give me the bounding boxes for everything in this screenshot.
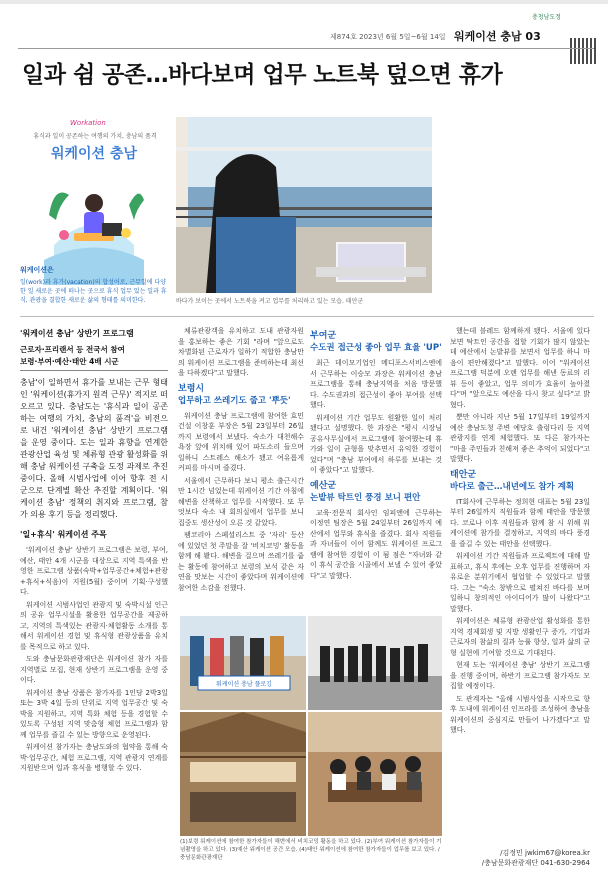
region-subheading-taean: 바다로 출근…내년에도 참가 계획 (450, 481, 575, 492)
paragraph: 워케이션 참가자는 충남도와의 협약을 통해 숙박·업무공간, 체험 프로그램, 지역 관광지 연계를 지원받으며 일과 휴식을 병행할 수 있다. (20, 743, 168, 772)
page-header (0, 14, 608, 46)
subheading-work-rest: '일+휴식' 워케이션 주목 (20, 530, 107, 539)
paragraph: 최근 데이모기업인 메디포스서비스엔에서 근무하는 이승모 과장은 워케이션 충남 프로그램을 통해 충남지역을 처음 방문했다. 수도권과의 접근성이 좋아 부여를 선택했다. (310, 359, 442, 409)
photo-boryeong-image (180, 616, 306, 710)
section-divider (20, 316, 594, 317)
poster-title: 워케이션 충남 (50, 146, 138, 162)
section-title: 워케이션 충남 03 (454, 30, 541, 43)
region-heading-taean: 태안군 (450, 469, 477, 480)
headline: 일과 쉼 공존…바다보며 업무 노트북 덮으면 휴가 (22, 62, 503, 88)
column-3 (310, 326, 442, 610)
paragraph: 워케이션 시범사업인 관광지 및 숙박시설 인근의 공유 업무시설을 활용한 업무공간을 제공하고, 지역의 특색있는 관광지·체험활동 소개를 통해서 워케이션 경험 및 휴식형 관광상품을 유치를 목적으로 하고 있다. (20, 600, 168, 651)
main-photo-caption: 바다가 보이는 곳에서 노트북을 켜고 업무를 처리하고 있는 모습. 태안군 (176, 298, 364, 305)
top-strip (0, 0, 608, 4)
paragraph: 워케이션은 체류형 관광산업 활성화를 통한 지역 경제회생 및 지방 생활인구 증가, 기업과 근로자의 참삶의 질과 능률 향상, 일과 삶의 균형 실현에 기여할 것으로 기대된다. (450, 617, 590, 657)
poster-caption-body: 일(work)과 휴가(vacation)의 합성어로, 근무일에 다양한 일 새로운 곳에 떠나는 곳으로 휴식 업무 있는 일과 휴식, 관광을 결합한 새로운 삶의 형태를 의미한다. (20, 279, 167, 304)
poster-caption (20, 265, 168, 305)
region-heading-boryeong: 보령시 (178, 383, 205, 394)
region-subheading-buyeo: 수도권 접근성 좋아 업무 효율 'UP' (310, 343, 442, 353)
paragraph: 워케이션 충남 상품은 참가자를 1인당 2박3일 또는 3박 4일 등의 단위로 지역 업무공간 및 숙박을 지원하고, 지역 특화 체험 등을 경험할 수 있도록 구성된 지역 맞춤형 체험 프로그램과 함께 업무를 즐길 수 있는 방향으로 운영된다. (20, 688, 168, 739)
main-photo-image (176, 117, 432, 293)
byline-author (450, 848, 590, 858)
photos-caption: (1)보령 워케이션에 참여한 참가자들이 해변에서 비치코밍 활동을 하고 있다. (2)부여 워케이션 참가자들이 기념촬영을 하고 있다. (3)예산 워케이션 공간 모습. (4)태안 워케이션에 참여한 참가자들이 업무를 보고 있다. /충남문화관광재단 (180, 839, 442, 861)
poster-tagline: 휴식과 일이 공존하는 여행의 가치, 충남의 품격 (33, 133, 157, 140)
photo-taean-image (308, 712, 442, 836)
photo-taean-meeting (308, 712, 442, 836)
photo-buyeo-image (308, 616, 442, 710)
paragraph: 체류관광객을 유치하고 도내 관광자원을 홍보하는 좋은 기회 "라며 "앞으로도 차별화된 근로자가 일하기 적합한 충남만의 워케이션 프로그램을 준비하는데 최선을 다하겠다"고 말했다. (178, 327, 304, 377)
paragraph: 했는데 블레드 함께하게 됐다. 서울에 있다보면 탁트인 공간을 접할 기회가 많지 않았는데 예산에서 논밭뷰를 보면서 업무를 하니 마음이 편안해졌다"고 말했다. 이어 "워케이션 프로그램 덕분에 오랜 업무를 해낸 동료의 리뷰 등이 좋았고, 업무 의미가 효율이 높아졌다"며 "앞으로도 예산을 다시 찾고 싶다"고 밝혔다. (450, 327, 590, 409)
brand-logo: 충청남도정 (532, 14, 561, 21)
program-box-title: '워케이션 충남' 상반기 프로그램 (20, 329, 134, 338)
banner-text: 워케이션 충남 플로깅 (216, 681, 272, 688)
region-heading-yesan: 예산군 (310, 480, 337, 491)
header-rule (18, 48, 594, 49)
author-name: /김정민 (500, 849, 523, 857)
lead-paragraph: 충남'이 일하면서 휴가를 보내는 근무 형태인 '워케이션(휴가지 원격 근무)' 적지로 떠오르고 있다. 충남도는 '휴식과 일이 공존하는 여행의 가치, 충남의 품격'을 비전으로 내건 '워케이션 충남' 상반기 프로그램을 운영 중이다. 도는 일과 휴향을 연계한 관광산업 육성 및 체류형 관광 활성화를 위해 충남 워케이션 구축을 도정 과제로 추진 중이다. 올해 시범사업에 이어 향후 전 시군으로 단계별 확산 추진할 계획이다. '워케이션 충남' 정책의 취지와 프로그램, 참가 의용 후기 등을 정리했다. (20, 370, 168, 521)
byline (450, 848, 590, 868)
paragraph: 뿐만 아니라 지난 5월 17일부터 19일까지 예산 충남도청 주변 예당호 출렁다리 등 지역 관광지를 연계 체험했다. 또 다른 참가자는 "마을 주민들과 친해져 좋은 추억이 되었다"고 말했다. (450, 413, 590, 463)
program-box-line1: 근로자·프리랜서 등 전국서 참여 (20, 345, 125, 354)
paragraph: 서울에서 근무하다 보니 평소 출근시간만 1시간 넘었는데 워케이션 기간 아침에 해변을 산책하고 업무를 시작했다. 또 무엇보다 숙소 내 회의실에서 업무를 보니 집중도 생산성이 오른 것 같았다. (178, 476, 304, 527)
paragraph: 워케이션 기간 직원들과 프로젝트에 대해 발표하고, 휴식 후에는 오후 업무를 진행하며 자유로운 분위기에서 협업할 수 있었다고 말했다. 그는 "숙소 창밖으로 펼쳐진 바다를 보며 일하니 창의적인 아이디어가 많이 나왔다"고 말했다. (450, 552, 590, 613)
program-box-line2: 보령·부여·예산·태안 4배 시군 (20, 357, 119, 366)
photo-yesan-space (180, 712, 306, 836)
paragraph: 도 관계자는 "올해 시범사업을 시작으로 향후 도내에 워케이션 인프라를 조성하여 충남을 워케이션의 중심지로 만들어 나가겠다"고 말했다. (450, 694, 590, 734)
paragraph: 워케이션 충남 프로그램에 참여한 효민건설 이창훈 부장은 5월 23일부터 26일까지 보령에서 보냈다. 숙소가 대천해수욕장 앞에 위치해 있어 파도소리 들으며 일하니 스트레스 해소가 됐고 여유롭게 커피를 마시며 즐겼다. (178, 411, 304, 472)
column-2 (178, 326, 304, 610)
paragraph: 교육·전문직 회사인 임피앤에 근무하는 이정연 팀장은 5월 24일부터 26일까지 예산에서 업무와 휴식을 즐겼다. 회사 직원들과 자녀들이 이어 함께도 워케이션 프로그램에 참여한 경험이 이 됨 점은 "자녀와 같이 휴식 공간을 시골에서 보낼 수 있어 좋았다"고 말했다. (310, 508, 442, 580)
photo-buyeo-group (308, 616, 442, 710)
region-subheading-yesan: 논밭뷰 탁트인 풍경 보니 편안 (310, 492, 421, 503)
column-4 (450, 326, 590, 844)
paragraph: 워케이션 기간 업무도 원활한 일이 처리됐다고 설명했다. 한 과장은 "평시 시장님 공유사무실에서 프로그램에 참여했는데 휴가와 일이 균형을 맞추면서 유익한 경험이었다"며 "충남 부여에서 하루를 보내는 것이 좋았다"고 말했다. (310, 413, 442, 474)
region-subheading-boryeong: 업무하고 쓰레기도 줍고 '뿌듯' (178, 395, 291, 406)
poster-caption-title: 워케이션은 (20, 266, 54, 274)
byline-dept: /충남문화관광재단 041-630-2964 (481, 859, 590, 867)
photo-boryeong-plogging (180, 616, 306, 710)
photo-yesan-image (180, 712, 306, 836)
main-photo (176, 117, 432, 293)
paragraph: 팸코리아 스페셜리스트 중 '자리' 등산에 있었던 첫 주말을 잘 '비치코밍' 활동을 함께 해 봤다. 해변을 걸으며 쓰레기를 줍는 활동에 참여하고 보령의 보석 같은 자연을 맛보는 시간이 좋았다며 워케이션에 참여한 소감을 전했다. (178, 531, 304, 592)
issue-date: 제874호 2023년 6월 5일~6월 14일 (330, 33, 446, 41)
paragraph: IT회사에 근무하는 정희현 대표는 5월 23일부터 26일까지 직원들과 함께 태안을 방문했다. 코로나 이후 직원들과 함께 참 시 위해 워케이션에 참가를 결정하고, 지역의 바다 풍경을 즐길 수 있는 태안을 선택했다. (450, 497, 590, 548)
paragraph: '워케이션 충남' 상반기 프로그램은 보령, 부여, 예산, 태안 4개 시군을 대상으로 지역 특색을 반영한 프로그램 상품(숙박+업무공간+체험+관광+휴식+식음)이 지원(5월) 중이며 기획·구성했다. (20, 546, 168, 596)
paragraph: 도와 충남문화관광재단은 워케이션 참가 자를 지역별로 모집, 현재 상반기 프로그램을 운영 중이다. (20, 655, 168, 684)
paragraph: 현재 도는 '워케이션 충남' 상반기 프로그램을 진행 중이며, 하반기 프로그램 참가자도 모집할 예정이다. (450, 661, 590, 690)
poster-brand: Workation (70, 119, 106, 127)
author-email[interactable]: jwkim67@korea.kr (525, 849, 590, 857)
region-heading-buyeo: 부여군 (310, 331, 337, 341)
column-1 (20, 326, 168, 776)
